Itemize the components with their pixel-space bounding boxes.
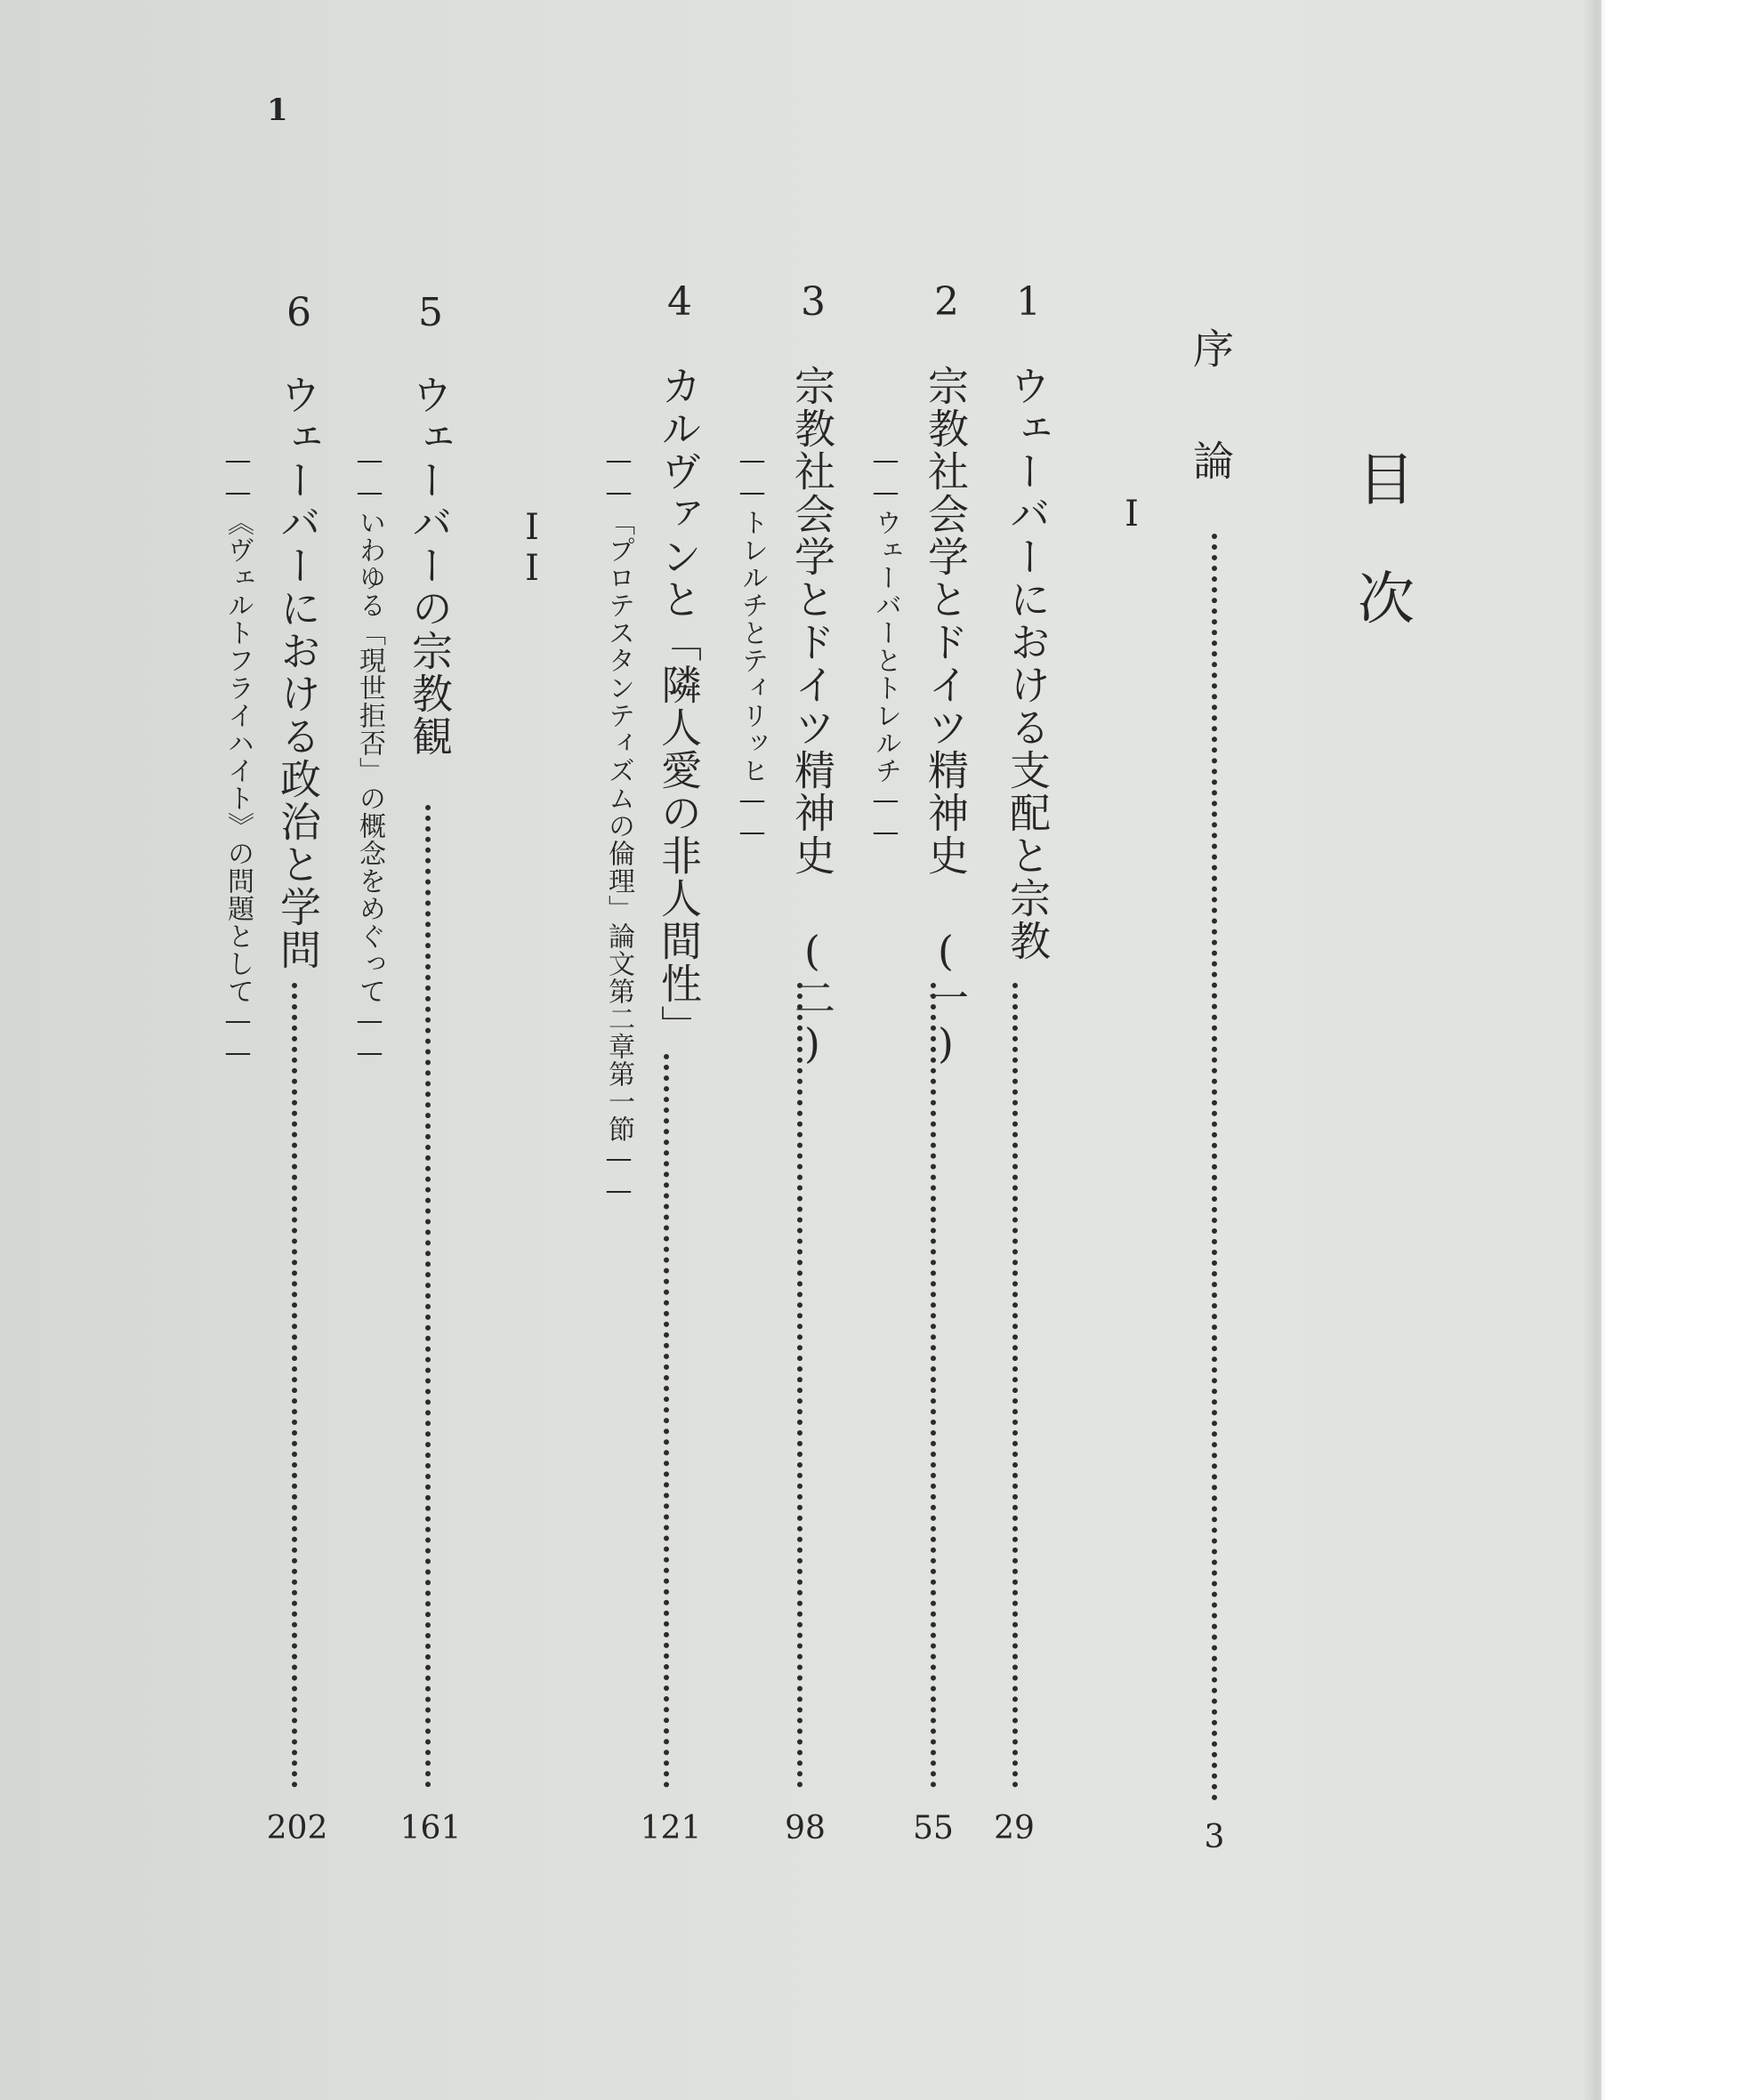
chapter-1-leader bbox=[1012, 983, 1023, 1788]
page-edge bbox=[1584, 0, 1607, 2100]
chapter-4-number: 4 bbox=[667, 279, 692, 325]
chapter-1-title: ウェーバーにおける支配と宗教 bbox=[1004, 365, 1052, 962]
chapter-2-page: 55 bbox=[913, 1810, 954, 1847]
chapter-6-page: 202 bbox=[266, 1810, 328, 1847]
section-mark-2: II bbox=[512, 507, 552, 589]
chapter-6-leader bbox=[292, 983, 302, 1788]
chapter-2-leader bbox=[931, 983, 941, 1788]
chapter-6-number: 6 bbox=[286, 290, 311, 335]
toc-title: 目次 bbox=[1348, 449, 1414, 688]
chapter-3-number: 3 bbox=[801, 279, 826, 325]
preface-leader bbox=[1212, 534, 1222, 1801]
chapter-6-title: ウェーバーにおける政治と学問 bbox=[274, 374, 322, 971]
chapter-3-leader bbox=[797, 983, 808, 1788]
chapter-4-leader bbox=[664, 1054, 674, 1788]
chapter-4-subtitle: ——「プロテスタンティズムの倫理」論文第二章第一節—— bbox=[603, 445, 634, 1207]
chapter-1-number: 1 bbox=[1016, 279, 1041, 325]
chapter-3-title: 宗教社会学とドイツ精神史 (二) bbox=[788, 365, 836, 1069]
chapter-6-subtitle: ——《ヴェルトフライハイト》の問題として—— bbox=[222, 445, 254, 1069]
preface-page: 3 bbox=[1204, 1819, 1225, 1855]
chapter-3-page: 98 bbox=[785, 1810, 826, 1847]
chapter-3-subtitle: ——トレルチとティリッヒ—— bbox=[737, 445, 768, 849]
chapter-1-page: 29 bbox=[994, 1810, 1035, 1847]
chapter-2-title: 宗教社会学とドイツ精神史 (一) bbox=[922, 365, 970, 1069]
chapter-2-subtitle: ——ウェーバーとトレルチ—— bbox=[870, 445, 901, 849]
chapter-5-subtitle: ——いわゆる「現世拒否」の概念をめぐって—— bbox=[354, 445, 385, 1069]
section-mark-1: I bbox=[1111, 494, 1152, 535]
chapter-4-title: カルヴァンと「隣人愛の非人間性」 bbox=[655, 365, 703, 1048]
chapter-5-leader bbox=[425, 805, 436, 1788]
preface-title: 序論 bbox=[1187, 327, 1235, 551]
chapter-2-number: 2 bbox=[934, 279, 959, 325]
corner-page-number: 1 bbox=[267, 93, 288, 128]
chapter-5-page: 161 bbox=[399, 1810, 462, 1847]
chapter-5-title: ウェーバーの宗教観 bbox=[406, 374, 454, 758]
chapter-4-page: 121 bbox=[640, 1810, 702, 1847]
chapter-5-number: 5 bbox=[418, 290, 443, 335]
